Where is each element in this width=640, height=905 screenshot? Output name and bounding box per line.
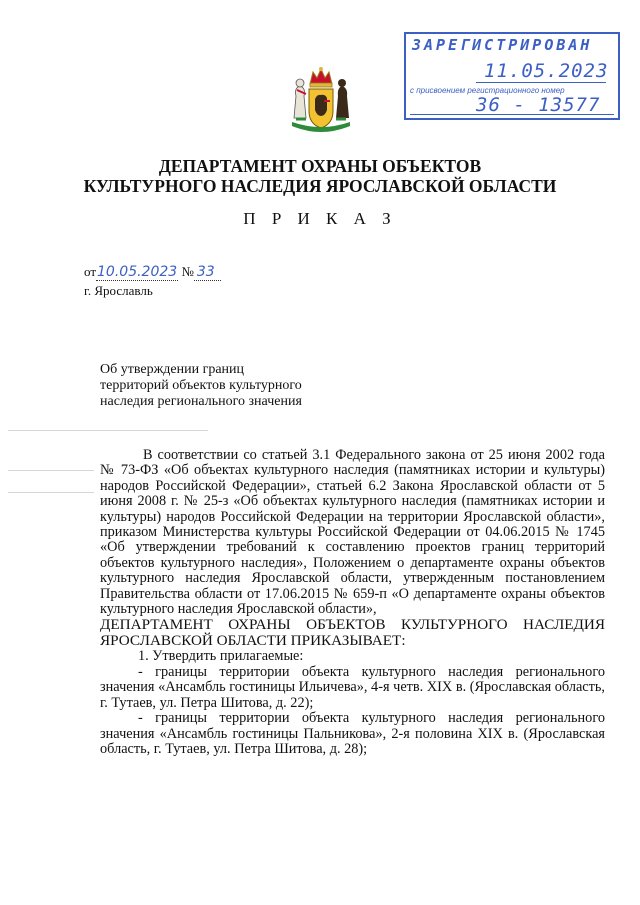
stamp-registration-number: 36 - 13577 — [476, 94, 601, 116]
number-prefix: № — [181, 264, 194, 279]
order-number: 33 — [194, 264, 221, 281]
stamp-underline — [410, 114, 614, 115]
date-prefix: от — [84, 264, 97, 279]
subject-line: Об утверждении границ — [100, 362, 245, 377]
coat-of-arms-icon — [286, 66, 356, 138]
stamp-title: ЗАРЕГИСТРИРОВАН — [412, 36, 593, 54]
item-1: 1. Утвердить прилагаемые: — [138, 648, 304, 665]
item-1-bullet-2: - границы территории объекта культурного наследия регионального значения «Ансамбль гостиницы Пальникова», 2-я половина XIX в. (Ярославская область, г. Тутаев, ул. Петра Шитова, д. 28); — [100, 710, 605, 757]
scan-artifact — [8, 470, 94, 471]
subject-line: территорий объектов культурного — [100, 378, 302, 393]
stamp-note: с присвоением регистрационного номер — [410, 86, 565, 95]
order-date-number — [84, 264, 221, 280]
scan-artifact — [8, 430, 208, 431]
stamp-divider — [476, 82, 606, 83]
scan-artifact — [8, 492, 94, 493]
document-type-heading: П Р И К А З — [243, 209, 397, 228]
department-name-line2: КУЛЬТУРНОГО НАСЛЕДИЯ ЯРОСЛАВСКОЙ ОБЛАСТИ — [83, 176, 557, 196]
subject-line: наследия регионального значения — [100, 394, 302, 409]
order-directive: ДЕПАРТАМЕНТ ОХРАНЫ ОБЪЕКТОВ КУЛЬТУРНОГО НАСЛЕДИЯ ЯРОСЛАВСКОЙ ОБЛАСТИ ПРИКАЗЫВАЕТ: — [100, 616, 605, 650]
order-date: 10.05.2023 — [97, 264, 178, 280]
registration-stamp — [404, 32, 620, 120]
order-subject — [100, 362, 302, 410]
stamp-date: 11.05.2023 — [484, 60, 609, 82]
order-body — [100, 448, 605, 757]
city: г. Ярославль — [84, 283, 153, 298]
item-1-bullet-1: - границы территории объекта культурного наследия регионального значения «Ансамбль гостиницы Ильичева», 4-я четв. XIX в. (Ярославская область, г. Тутаев, ул. Петра Шитова, д. 22); — [100, 663, 605, 711]
department-name-line1: ДЕПАРТАМЕНТ ОХРАНЫ ОБЪЕКТОВ — [158, 156, 482, 176]
preamble-paragraph: В соответствии со статьей 3.1 Федерального закона от 25 июня 2002 года № 73-ФЗ «Об объектах культурного наследия (памятниках истории и культуры) народов Российской Федерации», статьей 6.2 Закона Ярославской области от 5 июня 2008 г. № 25-з «Об объектах культурного наследия (памятниках истории и культуры) народов Российской Федерации на территории Ярославской области», приказом Министерства культуры Российской Федерации от 04.06.2015 № 1745 «Об утверждении требований к составлению проектов границ территорий объектов культурного наследия», Положением о департаменте охраны объектов культурного наследия Ярославской области, утвержденным постановлением Правительства области от 17.06.2015 № 659-п «О департаменте охраны объектов культурного наследия Ярославской области», — [100, 447, 605, 618]
